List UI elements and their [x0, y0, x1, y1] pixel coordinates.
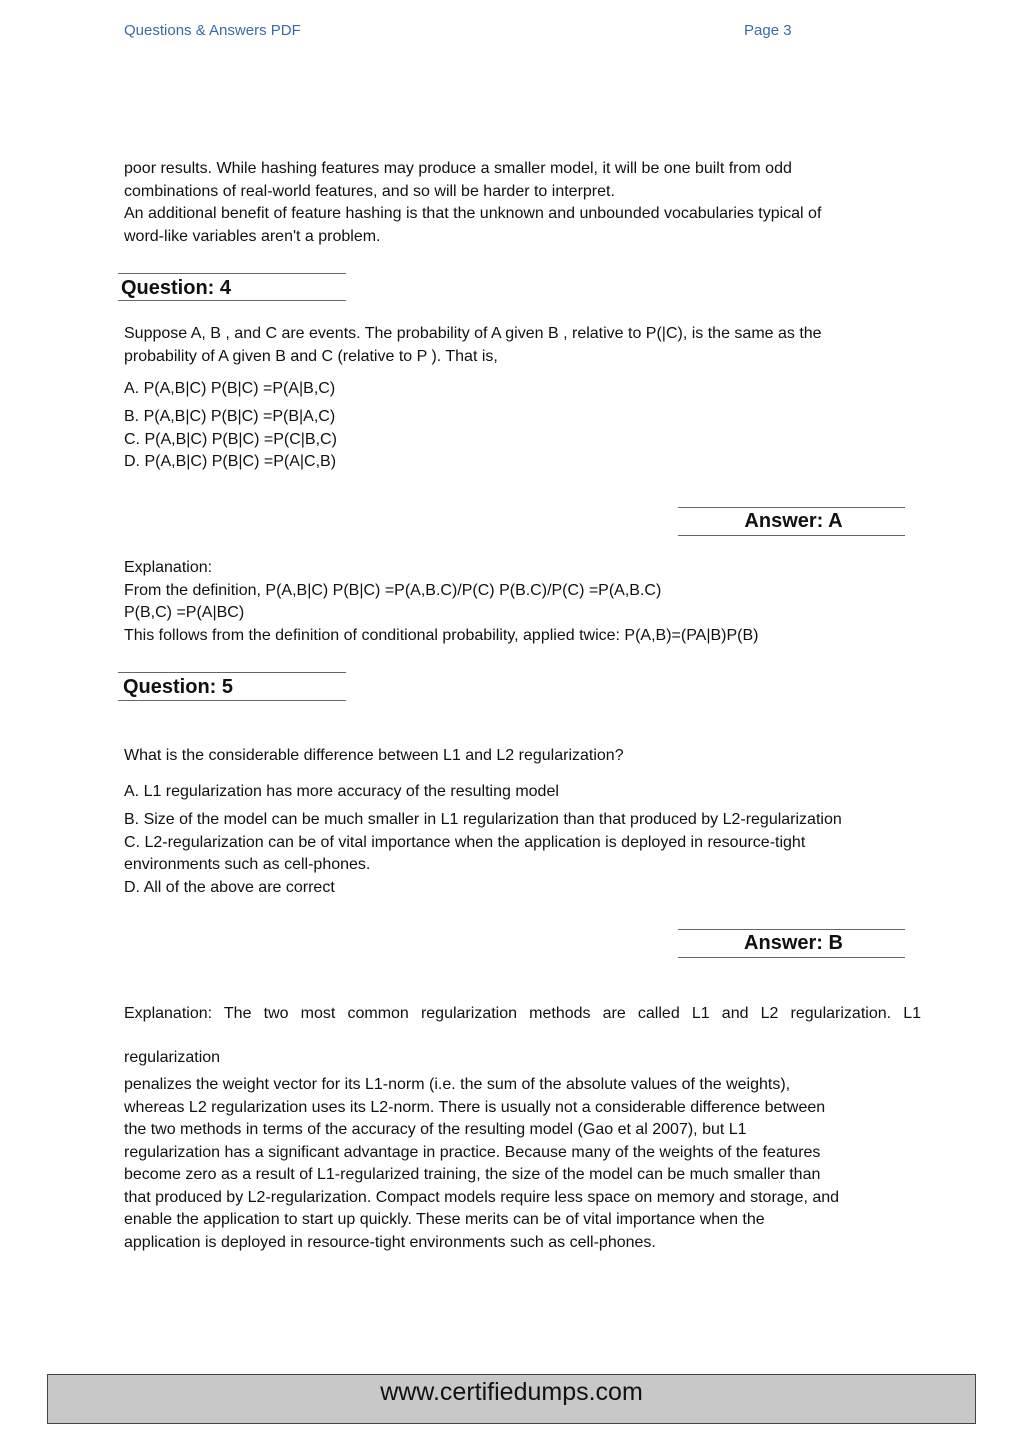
footer-banner — [47, 1374, 976, 1424]
option-b: B. P(A,B|C) P(B|C) =P(B|A,C) — [124, 408, 336, 425]
text-line: An additional benefit of feature hashing is that the unknown and unbounded vocabularies typical of — [124, 205, 822, 222]
option-a: A. L1 regularization has more accuracy of the resulting model — [124, 783, 559, 800]
question-4-option-a — [124, 378, 924, 401]
question-5-explanation-second-line — [124, 1047, 924, 1070]
text-line: probability of A given B and C (relative to P ). That is, — [124, 347, 498, 365]
option-c: C. P(A,B|C) P(B|C) =P(C|B,C) — [124, 430, 337, 448]
text-line: regularization has a significant advantage in practice. Because many of the weights of the features — [124, 1143, 821, 1161]
question-4-explanation — [124, 557, 924, 647]
question-5-option-a — [124, 781, 924, 804]
answer-label: Answer: A — [744, 510, 843, 532]
footer-url[interactable]: www.certifiedumps.com — [380, 1378, 643, 1406]
text-line: that produced by L2-regularization. Compact models require less space on memory and storage, and — [124, 1188, 840, 1206]
text-line: penalizes the weight vector for its L1-norm (i.e. the sum of the absolute values of the weights), — [124, 1076, 791, 1093]
question-5-explanation-body — [124, 1074, 924, 1254]
text-line: What is the considerable difference between L1 and L2 regularization? — [124, 747, 624, 764]
question-5-explanation-first-line: Explanation: The two most common regularization methods are called L1 and L2 regularization. L1 — [124, 1005, 921, 1022]
text-line: poor results. While hashing features may produce a smaller model, it will be one built from odd — [124, 160, 792, 177]
question-5-answer — [678, 929, 905, 958]
question-5-options-rest — [124, 809, 924, 899]
option-b: B. Size of the model can be much smaller in L1 regularization than that produced by L2-regularization — [124, 811, 842, 828]
option-d: D. All of the above are correct — [124, 878, 335, 896]
question-5-heading — [118, 672, 346, 701]
question-4-heading — [118, 273, 346, 301]
text-line: regularization — [124, 1049, 221, 1066]
answer-label: Answer: B — [744, 932, 843, 954]
option-c-continued: environments such as cell-phones. — [124, 856, 371, 873]
text-line: combinations of real-world features, and so will be harder to interpret. — [124, 182, 615, 200]
text-line: word-like variables aren't a problem. — [124, 227, 381, 245]
text-line: From the definition, P(A,B|C) P(B|C) =P(A,B.C)/P(C) P(B.C)/P(C) =P(A,B.C) — [124, 581, 662, 599]
question-4-answer — [678, 507, 905, 536]
option-c: C. L2-regularization can be of vital importance when the application is deployed in resource-tight — [124, 833, 806, 851]
question-4-options-rest — [124, 406, 924, 474]
text-line: application is deployed in resource-tight environments such as cell-phones. — [124, 1233, 656, 1251]
text-line: whereas L2 regularization uses its L2-norm. There is usually not a considerable difference between — [124, 1098, 826, 1116]
page-number: Page 3 — [744, 22, 792, 39]
text-line: P(B,C) =P(A|BC) — [124, 604, 245, 621]
question-5-stem — [124, 745, 924, 768]
option-d: D. P(A,B|C) P(B|C) =P(A|C,B) — [124, 453, 337, 470]
question-5-title: Question: 5 — [123, 676, 234, 698]
text-line: Explanation: — [124, 559, 213, 576]
question-4-stem — [124, 323, 924, 368]
text-line: become zero as a result of L1-regularized training, the size of the model can be much smaller than — [124, 1166, 821, 1183]
text-line: enable the application to start up quickly. These merits can be of vital importance when the — [124, 1211, 765, 1228]
question-4-title: Question: 4 — [121, 277, 232, 299]
text-line: This follows from the definition of conditional probability, applied twice: P(A,B)=(PA|B)P(B) — [124, 626, 759, 644]
intro-paragraph — [124, 158, 924, 248]
text-line: the two methods in terms of the accuracy of the resulting model (Gao et al 2007), but L1 — [124, 1121, 747, 1138]
text-line: Suppose A, B , and C are events. The probability of A given B , relative to P(|C), is the same as the — [124, 325, 822, 342]
header-title: Questions & Answers PDF — [124, 22, 301, 39]
option-a: A. P(A,B|C) P(B|C) =P(A|B,C) — [124, 380, 336, 397]
